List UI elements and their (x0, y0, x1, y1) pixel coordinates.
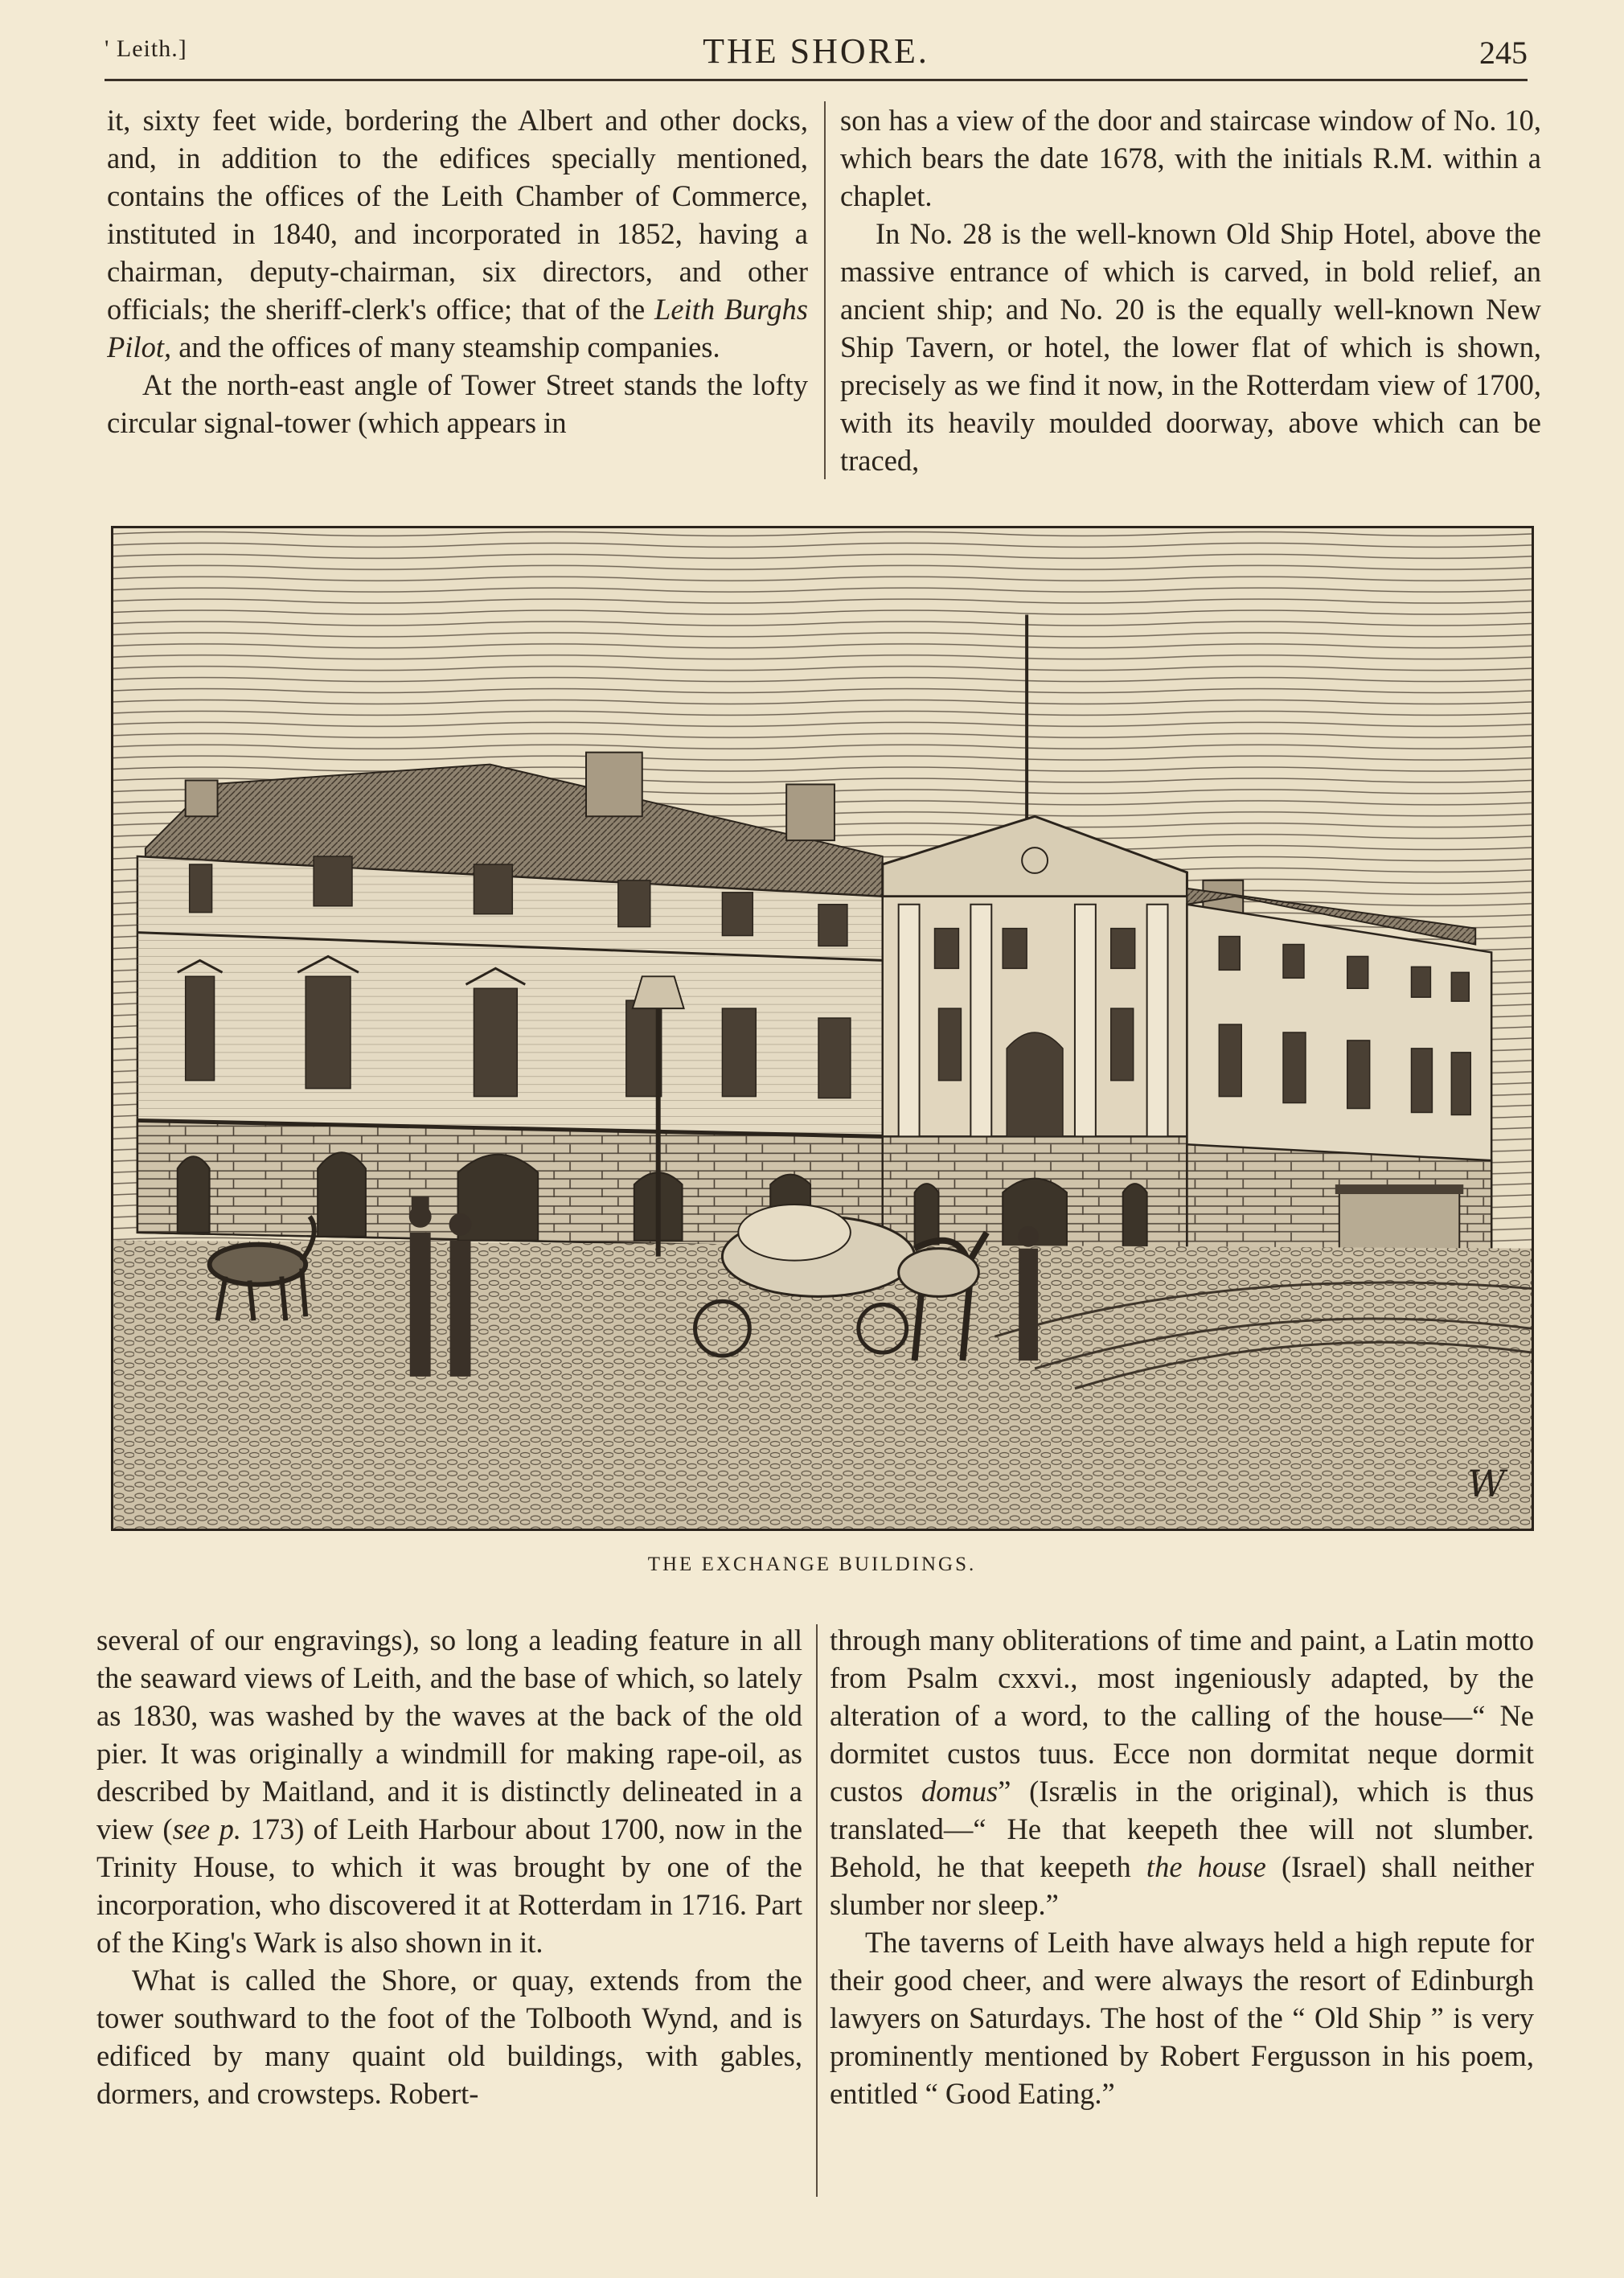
chimney (786, 784, 835, 840)
paragraph: At the north-east angle of Tower Street stands the lofty circular signal-tower (which appears in (107, 368, 808, 439)
page-number: 245 (1479, 35, 1528, 71)
column-divider (824, 101, 826, 479)
paragraph: The taverns of Leith have always held a high repute for their good cheer, and were always the resort of Edinburgh lawyers on Saturdays. The host of the “ Old Ship ” is very prominently mentioned by Robert Fergusson in his poem, entitled “ Good Eating.” (830, 1926, 1534, 2110)
running-head (105, 31, 1528, 79)
engraving-exchange-buildings (111, 526, 1534, 1531)
paragraph: In No. 28 is the well-known Old Ship Hotel, above the massive entrance of which is carved, in bold relief, an ancient ship; and No. 20 is the equally well-known New Ship Tavern, or hotel, the lower flat of which is shown, precisely as we find it now, in the Rotterdam view of 1700, with its heavily moulded doorway, above which can be traced, (840, 217, 1541, 477)
text-column-top-right (840, 101, 1541, 486)
text-run: several of our engravings), so long a leading feature in all the seaward views of Leith, and the base of which, so lately as 1830, was washed by the waves at the back of the old pier. It was originally a windmill for making rape-oil, as described by Maitland, and it is distinctly delineated in a view ( (96, 1623, 802, 1845)
text-run: it, sixty feet wide, bordering the Albert and other docks, and, in addition to the edifices specially mentioned, contains the offices of the Leith Chamber of Commerce, instituted in 1840, and incorporated in 1852, having a chairman, deputy-chairman, six directors, and other officials; the sheriff-clerk's office; that of the (107, 104, 808, 326)
header-rule (105, 79, 1528, 81)
text-column-top-left (107, 101, 808, 486)
chimney (186, 780, 218, 816)
figure-caption: THE EXCHANGE BUILDINGS. (647, 1554, 977, 1575)
italic-run: domus (921, 1775, 999, 1808)
text-column-bottom-left (96, 1621, 802, 2200)
text-column-bottom-right (830, 1621, 1534, 2200)
column-divider (816, 1624, 818, 2197)
running-head-title: THE SHORE. (703, 31, 929, 71)
chimney (586, 753, 642, 817)
italic-run: the house (1146, 1850, 1266, 1883)
paragraph: son has a view of the door and staircase window of No. 10, which bears the date 1678, with the initials R.M. within a chaplet. (840, 104, 1541, 212)
italic-run: see p. (172, 1812, 241, 1845)
paragraph: What is called the Shore, or quay, extends from the tower southward to the foot of the Tolbooth Wynd, and is edificed by many quaint old buildings, with gables, dormers, and crowsteps. Robert- (96, 1964, 802, 2110)
engraving-illustration (113, 528, 1532, 1529)
italic-run: Leith Burghs Pilot, (107, 293, 808, 363)
paragraph (96, 1621, 802, 1961)
paragraph (830, 1621, 1534, 1923)
engraver-signature: W (1467, 1462, 1506, 1506)
horse-tram (1339, 1192, 1459, 1257)
running-head-section: ' Leith.] (105, 35, 187, 62)
text-run: and the offices of many steamship companies. (171, 330, 720, 363)
paragraph (107, 101, 808, 366)
text-run: 173) of Leith Harbour about 1700, now in the Trinity House, to which it was brought by one of the incorporation, who discovered it at Rotterdam in 1716. Part of the King's Wark is also shown in it. (96, 1812, 802, 1959)
text-run: ” (Isrælis in the original), which is thus translated—“ He that keepeth thee will not slumber. Behold, he that keepeth (830, 1775, 1534, 1883)
text-run: through many obliterations of time and paint, a Latin motto from Psalm cxxvi., most ingeniously adapted, by the alteration of a word, to the calling of the house—“ Ne dormitet custos tuus. Ecce non dormitat neque dormit custos (830, 1623, 1534, 1808)
text-run: (Israel) shall neither slumber nor sleep.” (830, 1850, 1534, 1921)
